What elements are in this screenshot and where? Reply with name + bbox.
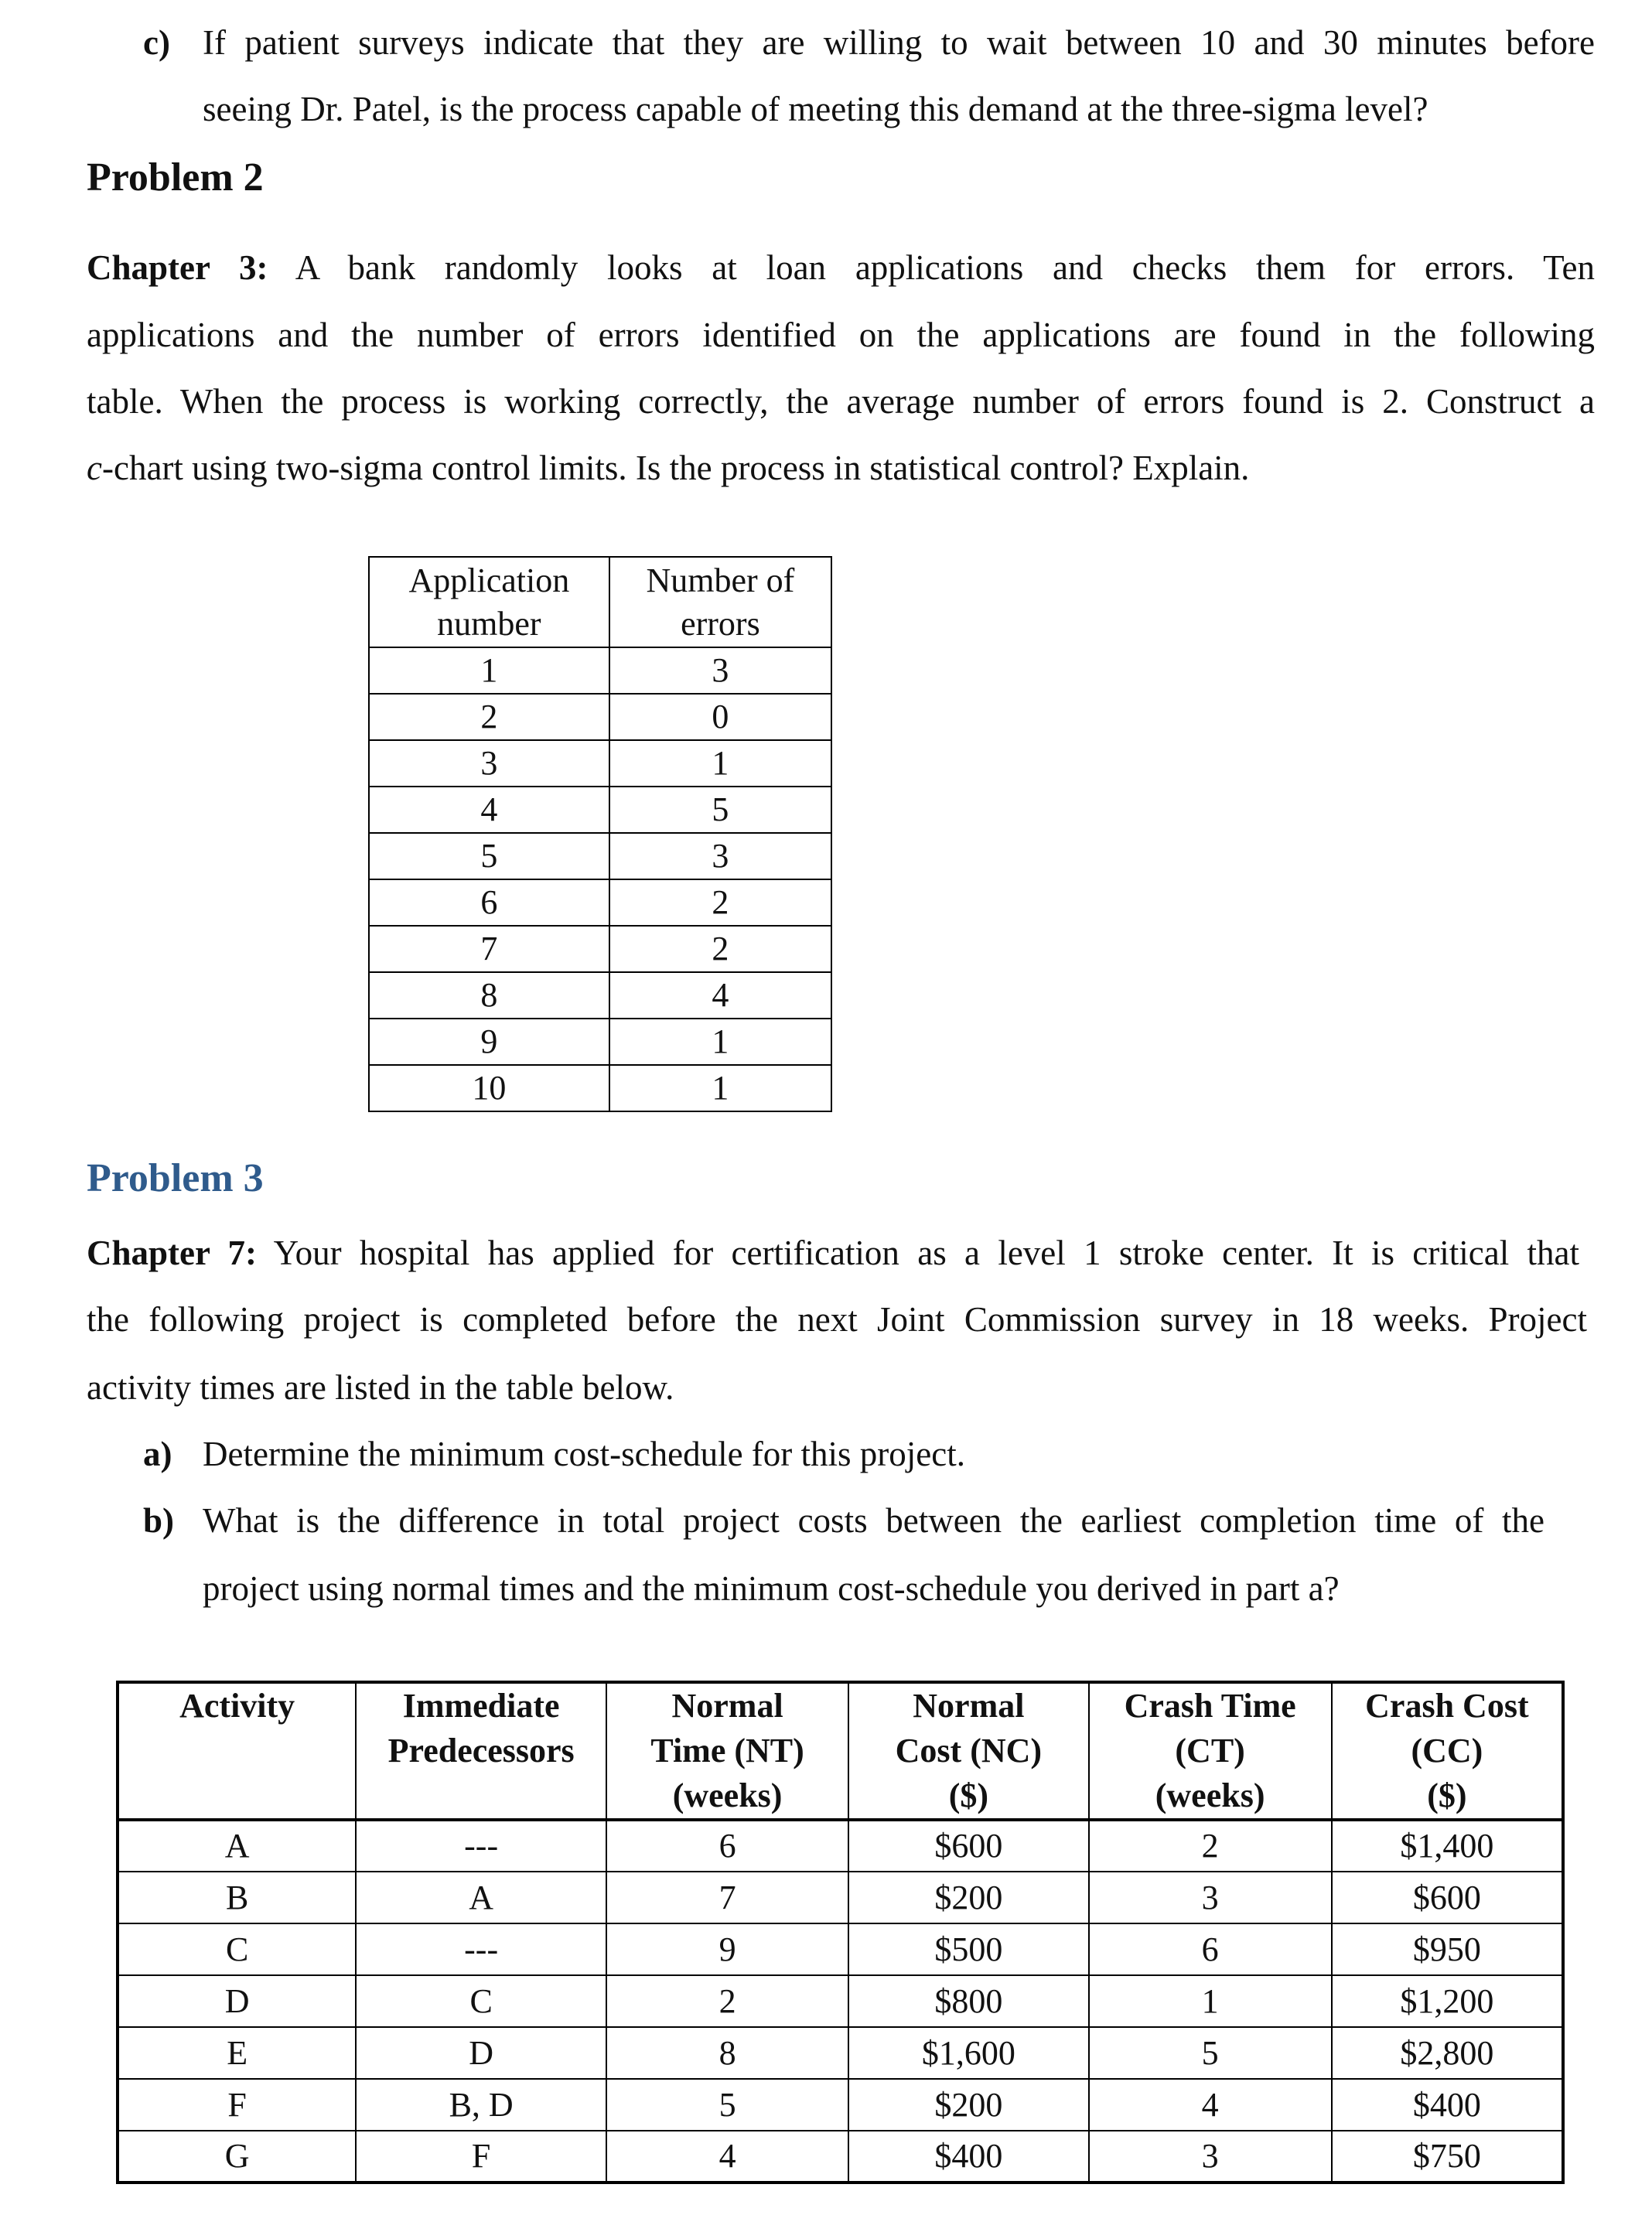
part-b-label: b) bbox=[143, 1501, 175, 1540]
table-cell: 3 bbox=[1089, 2131, 1332, 2183]
header-line: Normal bbox=[913, 1687, 1025, 1725]
application-cell: 8 bbox=[369, 972, 609, 1019]
table-cell: 5 bbox=[1089, 2027, 1332, 2079]
table-cell: 4 bbox=[606, 2131, 848, 2183]
table-cell: $200 bbox=[848, 1872, 1088, 1923]
errors-cell: 1 bbox=[609, 740, 831, 787]
application-cell: 3 bbox=[369, 740, 609, 787]
application-cell: 5 bbox=[369, 833, 609, 879]
table-cell: $500 bbox=[848, 1923, 1088, 1975]
table-cell: 8 bbox=[606, 2027, 848, 2079]
part-c-label: c) bbox=[143, 23, 170, 62]
chapter-label: Chapter 7: bbox=[87, 1234, 257, 1272]
column-header bbox=[1332, 1682, 1563, 1820]
table-cell: B bbox=[118, 1872, 356, 1923]
table-cell: 4 bbox=[1089, 2079, 1332, 2131]
activity-table bbox=[116, 1681, 1565, 2184]
problem2-line3: table. When the process is working correctly, the average number of errors found is 2. Construct a bbox=[87, 382, 1595, 421]
c-italic: c bbox=[87, 449, 102, 487]
errors-cell: 3 bbox=[609, 647, 831, 694]
table-row bbox=[369, 787, 831, 833]
table-cell: $400 bbox=[848, 2131, 1088, 2183]
header-line: Crash Cost bbox=[1365, 1687, 1529, 1725]
table-row bbox=[118, 1820, 1563, 1872]
table-cell: 2 bbox=[606, 1975, 848, 2027]
table-cell: C bbox=[118, 1923, 356, 1975]
table-cell: F bbox=[356, 2131, 606, 2183]
problem3-title: Problem 3 bbox=[87, 1156, 264, 1200]
table-cell: 5 bbox=[606, 2079, 848, 2131]
table-row bbox=[369, 740, 831, 787]
table-row bbox=[369, 1019, 831, 1065]
column-header bbox=[606, 1682, 848, 1820]
header-line: (CC) bbox=[1411, 1732, 1483, 1770]
header-line: Normal bbox=[671, 1687, 783, 1725]
header-line: ($) bbox=[948, 1776, 989, 1814]
table-cell: $2,800 bbox=[1332, 2027, 1563, 2079]
errors-cell: 3 bbox=[609, 833, 831, 879]
table-row bbox=[369, 694, 831, 740]
table-cell: --- bbox=[356, 1923, 606, 1975]
header-line: (weeks) bbox=[672, 1776, 783, 1814]
table-row bbox=[118, 1975, 1563, 2027]
table-cell: $1,200 bbox=[1332, 1975, 1563, 2027]
column-header bbox=[356, 1682, 606, 1820]
application-cell: 7 bbox=[369, 926, 609, 972]
h: errors bbox=[681, 604, 760, 643]
table-cell: A bbox=[118, 1820, 356, 1872]
table-cell: 7 bbox=[606, 1872, 848, 1923]
header-line: Cost (NC) bbox=[895, 1732, 1043, 1770]
header-line: Predecessors bbox=[387, 1732, 575, 1770]
table-row bbox=[369, 833, 831, 879]
table-cell: $1,600 bbox=[848, 2027, 1088, 2079]
part-a-label: a) bbox=[143, 1435, 172, 1473]
column-header bbox=[118, 1682, 356, 1820]
table-cell: $600 bbox=[848, 1820, 1088, 1872]
h: number bbox=[437, 604, 541, 643]
table-row bbox=[369, 972, 831, 1019]
table-cell: $1,400 bbox=[1332, 1820, 1563, 1872]
table-cell: G bbox=[118, 2131, 356, 2183]
part-b-line1: What is the difference in total project costs between the earliest completion time of the bbox=[203, 1501, 1544, 1540]
application-cell: 1 bbox=[369, 647, 609, 694]
application-cell: 2 bbox=[369, 694, 609, 740]
table-cell: $950 bbox=[1332, 1923, 1563, 1975]
table-cell: $600 bbox=[1332, 1872, 1563, 1923]
table-cell: $400 bbox=[1332, 2079, 1563, 2131]
column-header bbox=[1089, 1682, 1332, 1820]
header-line: ($) bbox=[1427, 1776, 1467, 1814]
part-b-line2: project using normal times and the minimum cost-schedule you derived in part a? bbox=[203, 1569, 1340, 1608]
table-cell: D bbox=[356, 2027, 606, 2079]
table-cell: 6 bbox=[1089, 1923, 1332, 1975]
header-application bbox=[369, 557, 609, 647]
errors-cell: 5 bbox=[609, 787, 831, 833]
h: Application bbox=[408, 561, 570, 599]
header-errors bbox=[609, 557, 831, 647]
application-cell: 4 bbox=[369, 787, 609, 833]
table-cell: --- bbox=[356, 1820, 606, 1872]
problem2-line4 bbox=[87, 445, 1249, 491]
table-cell: 6 bbox=[606, 1820, 848, 1872]
part-a-text: Determine the minimum cost-schedule for this project. bbox=[203, 1435, 965, 1473]
table-cell: 3 bbox=[1089, 1872, 1332, 1923]
chapter-label: Chapter 3: bbox=[87, 248, 268, 287]
application-cell: 6 bbox=[369, 879, 609, 926]
header-line: Crash Time bbox=[1124, 1687, 1296, 1725]
table-row bbox=[118, 2027, 1563, 2079]
text: Your hospital has applied for certification as a level 1 stroke center. It is critical that bbox=[273, 1234, 1579, 1272]
application-cell: 9 bbox=[369, 1019, 609, 1065]
problem2-line2: applications and the number of errors identified on the applications are found in the following bbox=[87, 316, 1595, 354]
table-row bbox=[369, 926, 831, 972]
table-row bbox=[118, 1923, 1563, 1975]
table-cell: B, D bbox=[356, 2079, 606, 2131]
table-row bbox=[369, 879, 831, 926]
header-line: Time (NT) bbox=[650, 1732, 804, 1770]
table-row bbox=[369, 1065, 831, 1111]
table-cell: 1 bbox=[1089, 1975, 1332, 2027]
errors-cell: 4 bbox=[609, 972, 831, 1019]
table-cell: A bbox=[356, 1872, 606, 1923]
header-line: Activity bbox=[179, 1687, 295, 1725]
problem3-line2: the following project is completed before the next Joint Commission survey in 18 weeks. Project bbox=[87, 1300, 1587, 1339]
header-line: Immediate bbox=[402, 1687, 560, 1725]
table-header-row bbox=[118, 1682, 1563, 1820]
problem3-line1 bbox=[87, 1230, 1579, 1276]
table-row bbox=[118, 1872, 1563, 1923]
table-cell: C bbox=[356, 1975, 606, 2027]
table-cell: F bbox=[118, 2079, 356, 2131]
errors-cell: 2 bbox=[609, 879, 831, 926]
table-cell: 9 bbox=[606, 1923, 848, 1975]
table-cell: E bbox=[118, 2027, 356, 2079]
table-header-row bbox=[369, 557, 831, 647]
problem3-line3: activity times are listed in the table below. bbox=[87, 1368, 674, 1407]
column-header bbox=[848, 1682, 1088, 1820]
errors-table bbox=[368, 556, 832, 1112]
header-line: (weeks) bbox=[1155, 1776, 1265, 1814]
header-line: (CT) bbox=[1175, 1732, 1245, 1770]
table-cell: D bbox=[118, 1975, 356, 2027]
errors-cell: 1 bbox=[609, 1065, 831, 1111]
table-cell: $750 bbox=[1332, 2131, 1563, 2183]
text: A bank randomly looks at loan applications and checks them for errors. Ten bbox=[295, 248, 1595, 287]
errors-cell: 2 bbox=[609, 926, 831, 972]
h: Number of bbox=[646, 561, 795, 599]
errors-cell: 1 bbox=[609, 1019, 831, 1065]
errors-cell: 0 bbox=[609, 694, 831, 740]
text: -chart using two-sigma control limits. Is the process in statistical control? Explain. bbox=[101, 449, 1250, 487]
table-row bbox=[118, 2079, 1563, 2131]
problem2-line1 bbox=[87, 244, 1595, 291]
table-row bbox=[369, 647, 831, 694]
table-cell: $200 bbox=[848, 2079, 1088, 2131]
part-c-line2: seeing Dr. Patel, is the process capable of meeting this demand at the three-sigma level? bbox=[203, 90, 1428, 128]
problem2-title: Problem 2 bbox=[87, 155, 264, 200]
table-row bbox=[118, 2131, 1563, 2183]
table-cell: 2 bbox=[1089, 1820, 1332, 1872]
table-cell: $800 bbox=[848, 1975, 1088, 2027]
part-c-line1: If patient surveys indicate that they are willing to wait between 10 and 30 minutes before bbox=[203, 23, 1595, 62]
application-cell: 10 bbox=[369, 1065, 609, 1111]
